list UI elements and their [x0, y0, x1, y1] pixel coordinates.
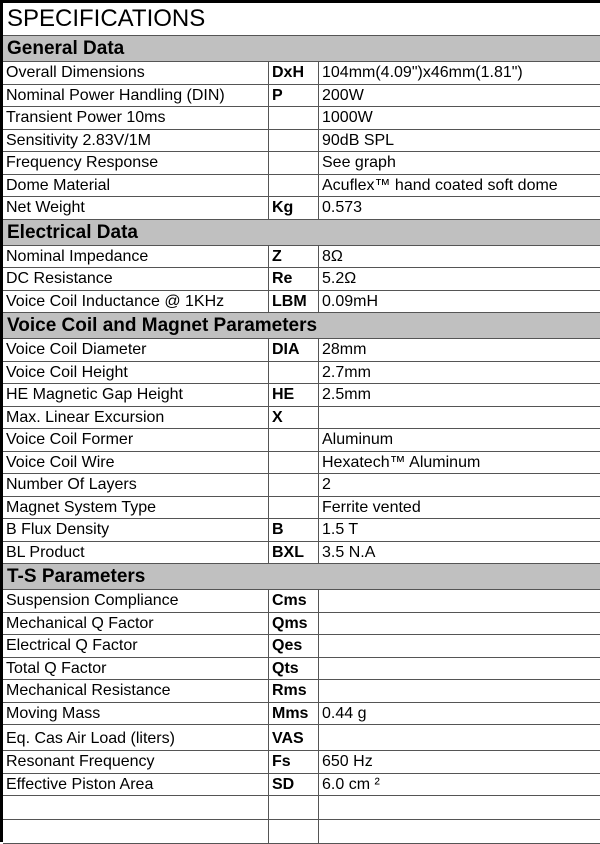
parameter-name: B Flux Density — [3, 519, 269, 541]
parameter-name: Voice Coil Former — [3, 429, 269, 451]
parameter-name: HE Magnetic Gap Height — [3, 384, 269, 406]
parameter-symbol — [269, 130, 319, 152]
parameter-symbol: SD — [269, 774, 319, 796]
parameter-value: 6.0 cm ² — [322, 775, 380, 793]
table-row — [3, 497, 600, 520]
section-heading: Voice Coil and Magnet Parameters — [3, 313, 600, 339]
parameter-name: Sensitivity 2.83V/1M — [3, 130, 269, 152]
parameter-value — [319, 407, 600, 429]
table-row — [3, 519, 600, 542]
table-row — [3, 774, 600, 797]
parameter-symbol: P — [269, 85, 319, 107]
parameter-value: 90dB SPL — [322, 131, 395, 149]
section-heading: General Data — [3, 36, 600, 62]
parameter-value — [319, 658, 600, 680]
parameter-value — [319, 820, 600, 843]
table-row — [3, 542, 600, 565]
parameter-value: 28mm — [322, 341, 367, 358]
parameter-symbol — [269, 175, 319, 197]
parameter-value — [319, 680, 600, 702]
parameter-symbol — [269, 796, 319, 819]
parameter-name: Nominal Impedance — [3, 246, 269, 268]
parameter-value: Hexatech™ Aluminum — [322, 453, 481, 471]
parameter-value: 2 — [322, 476, 331, 493]
parameter-value: 2.7mm — [322, 363, 371, 381]
parameter-value: 0.573 — [322, 199, 363, 216]
parameter-symbol: VAS — [269, 725, 319, 750]
parameter-value: 1.5 T — [322, 521, 359, 538]
section-heading: T-S Parameters — [3, 564, 600, 590]
parameter-symbol: Fs — [269, 751, 319, 773]
parameter-name: Voice Coil Wire — [3, 452, 269, 474]
parameter-value: 0.44 g — [322, 704, 367, 722]
parameter-symbol — [269, 107, 319, 129]
table-row — [3, 820, 600, 844]
parameter-symbol — [269, 497, 319, 519]
parameter-symbol: LBM — [269, 291, 319, 313]
parameter-symbol: Qms — [269, 613, 319, 635]
parameter-name: Moving Mass — [3, 703, 269, 725]
parameter-name: Number Of Layers — [3, 474, 269, 496]
parameter-name: Mechanical Resistance — [3, 680, 269, 702]
table-row — [3, 474, 600, 497]
table-row — [3, 246, 600, 269]
parameter-symbol: DxH — [269, 62, 319, 84]
table-row — [3, 152, 600, 175]
table-row — [3, 268, 600, 291]
parameter-value: Ferrite vented — [322, 498, 421, 516]
table-row — [3, 107, 600, 130]
table-row — [3, 680, 600, 703]
parameter-symbol: Qes — [269, 635, 319, 657]
parameter-value — [319, 613, 600, 635]
parameter-name: Voice Coil Inductance @ 1KHz — [3, 291, 269, 313]
parameter-name: Voice Coil Height — [3, 362, 269, 384]
parameter-symbol: HE — [269, 384, 319, 406]
parameter-value — [319, 590, 600, 612]
parameter-name — [3, 820, 269, 843]
parameter-value: Aluminum — [322, 431, 394, 448]
parameter-name — [3, 796, 269, 819]
parameter-symbol: Mms — [269, 703, 319, 725]
table-row — [3, 197, 600, 220]
parameter-name: Max. Linear Excursion — [3, 407, 269, 429]
page-title: SPECIFICATIONS — [3, 3, 600, 36]
table-row — [3, 339, 600, 362]
parameter-value: 3.5 N.A — [322, 543, 376, 561]
parameter-symbol: DIA — [269, 339, 319, 361]
table-row — [3, 407, 600, 430]
table-row — [3, 452, 600, 475]
table-row — [3, 751, 600, 774]
table-row — [3, 590, 600, 613]
section-heading: Electrical Data — [3, 220, 600, 246]
table-row — [3, 658, 600, 681]
parameter-name: Mechanical Q Factor — [3, 613, 269, 635]
table-row — [3, 85, 600, 108]
parameter-symbol — [269, 820, 319, 843]
table-row — [3, 703, 600, 726]
parameter-symbol — [269, 362, 319, 384]
parameter-value: See graph — [322, 154, 396, 171]
table-row — [3, 362, 600, 385]
parameter-value: 104mm(4.09")x46mm(1.81") — [322, 64, 523, 81]
parameter-name: Voice Coil Diameter — [3, 339, 269, 361]
parameter-value: 200W — [322, 86, 364, 104]
table-row — [3, 175, 600, 198]
parameter-name: Dome Material — [3, 175, 269, 197]
parameter-name: Nominal Power Handling (DIN) — [3, 85, 269, 107]
table-row — [3, 635, 600, 658]
parameter-symbol: Kg — [269, 197, 319, 219]
table-row — [3, 725, 600, 751]
parameter-name: Overall Dimensions — [3, 62, 269, 84]
parameter-name: DC Resistance — [3, 268, 269, 290]
parameter-name: BL Product — [3, 542, 269, 564]
table-row — [3, 384, 600, 407]
table-row — [3, 613, 600, 636]
parameter-symbol: Cms — [269, 590, 319, 612]
parameter-symbol — [269, 452, 319, 474]
table-row — [3, 429, 600, 452]
parameter-value: 0.09mH — [322, 292, 379, 310]
parameter-symbol: BXL — [269, 542, 319, 564]
parameter-value — [319, 725, 600, 750]
parameter-name: Net Weight — [3, 197, 269, 219]
parameter-symbol — [269, 152, 319, 174]
parameter-value: 650 Hz — [322, 753, 373, 770]
parameter-name: Resonant Frequency — [3, 751, 269, 773]
parameter-name: Magnet System Type — [3, 497, 269, 519]
parameter-value — [319, 796, 600, 819]
table-row — [3, 130, 600, 153]
parameter-symbol: Z — [269, 246, 319, 268]
parameter-value: 2.5mm — [322, 386, 371, 403]
parameter-symbol: X — [269, 407, 319, 429]
parameter-value: 1000W — [322, 109, 373, 126]
parameter-name: Total Q Factor — [3, 658, 269, 680]
parameter-symbol — [269, 474, 319, 496]
parameter-symbol: Re — [269, 268, 319, 290]
parameter-name: Effective Piston Area — [3, 774, 269, 796]
parameter-value — [319, 635, 600, 657]
table-row — [3, 62, 600, 85]
table-row — [3, 796, 600, 820]
parameter-symbol — [269, 429, 319, 451]
parameter-symbol: Qts — [269, 658, 319, 680]
parameter-name: Transient Power 10ms — [3, 107, 269, 129]
parameter-symbol: Rms — [269, 680, 319, 702]
parameter-value: 8Ω — [322, 247, 343, 265]
parameter-name: Electrical Q Factor — [3, 635, 269, 657]
parameter-value: Acuflex™ hand coated soft dome — [322, 176, 558, 194]
table-row — [3, 291, 600, 314]
parameter-name: Frequency Response — [3, 152, 269, 174]
parameter-name: Suspension Compliance — [3, 590, 269, 612]
parameter-symbol: B — [269, 519, 319, 541]
parameter-value: 5.2Ω — [322, 270, 357, 287]
parameter-name: Eq. Cas Air Load (liters) — [3, 725, 269, 750]
